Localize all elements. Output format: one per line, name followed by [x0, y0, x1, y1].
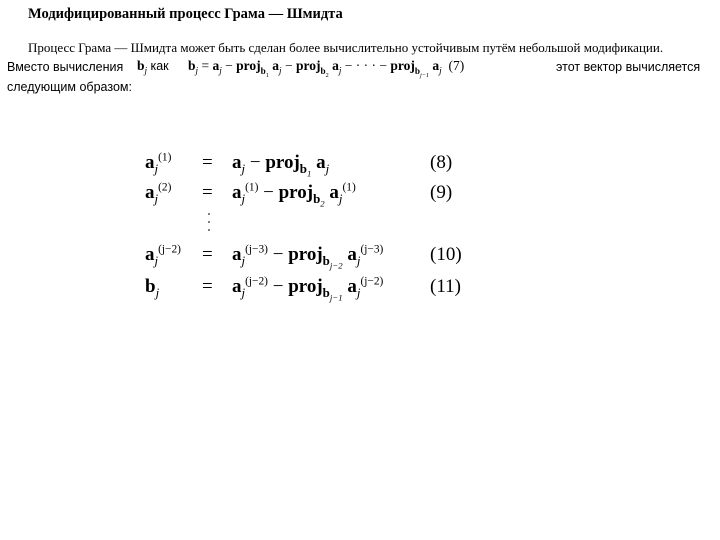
- equals-sign: =: [202, 276, 213, 297]
- equals-sign: =: [202, 244, 213, 265]
- equation-lhs: $b_j$: [145, 276, 160, 300]
- vertical-ellipsis-icon: [207, 213, 211, 237]
- equation-row: [0, 276, 720, 308]
- paragraph-line-2-end: этот вектор вычисляется: [556, 60, 701, 74]
- paragraph-line-2-start: Вместо вычисления: [7, 60, 124, 74]
- equation-lhs: $a_j^{(1)}$: [145, 151, 172, 176]
- equation-rhs: $a_j^{(1)}$ − proj$_{b_2}$ $a_j^{(1)}$: [232, 181, 356, 209]
- equation-number: (10): [430, 244, 462, 265]
- equation-rhs: $a_j$ − proj$_{b_1}$ $a_j$: [232, 152, 330, 179]
- equation-lhs: $a_j^{(2)}$: [145, 181, 172, 206]
- inline-variable-bj: $b_j$ как: [137, 58, 169, 76]
- inline-equation-number: (7): [448, 58, 465, 73]
- equation-rhs: $a_j^{(j-2)}$ − proj$_{b_{j-1}}$ $a_j^{(j-2)}$: [232, 275, 384, 303]
- equation-row: [0, 152, 720, 184]
- equals-sign: =: [202, 182, 213, 203]
- equation-number: (11): [430, 276, 461, 297]
- paragraph-line-3: следующим образом:: [7, 80, 132, 94]
- equation-row: [0, 182, 720, 214]
- equals-sign: =: [202, 152, 213, 173]
- equation-lhs: $a_j^{(j-2)}$: [145, 243, 181, 268]
- paragraph-line-1: Процесс Грама — Шмидта может быть сделан более вычислительно устойчивым путём небольшой модификации.: [28, 40, 664, 55]
- equation-number: (9): [430, 182, 453, 203]
- equation-rhs: $a_j^{(j-3)}$ − proj$_{b_{j-2}}$ $a_j^{(j-3)}$: [232, 243, 384, 271]
- inline-formula: $b_j = a_j$ − proj$_{b_1}$ $a_j$ − proj$_{b_2}$ $a_j$ − · · · − proj$_{b_{j-1}}$ $a_j$ (7): [188, 58, 465, 79]
- equation-row: [0, 244, 720, 276]
- equation-number: (8): [430, 152, 453, 173]
- page-title: Модифицированный процесс Грама — Шмидта: [28, 6, 343, 22]
